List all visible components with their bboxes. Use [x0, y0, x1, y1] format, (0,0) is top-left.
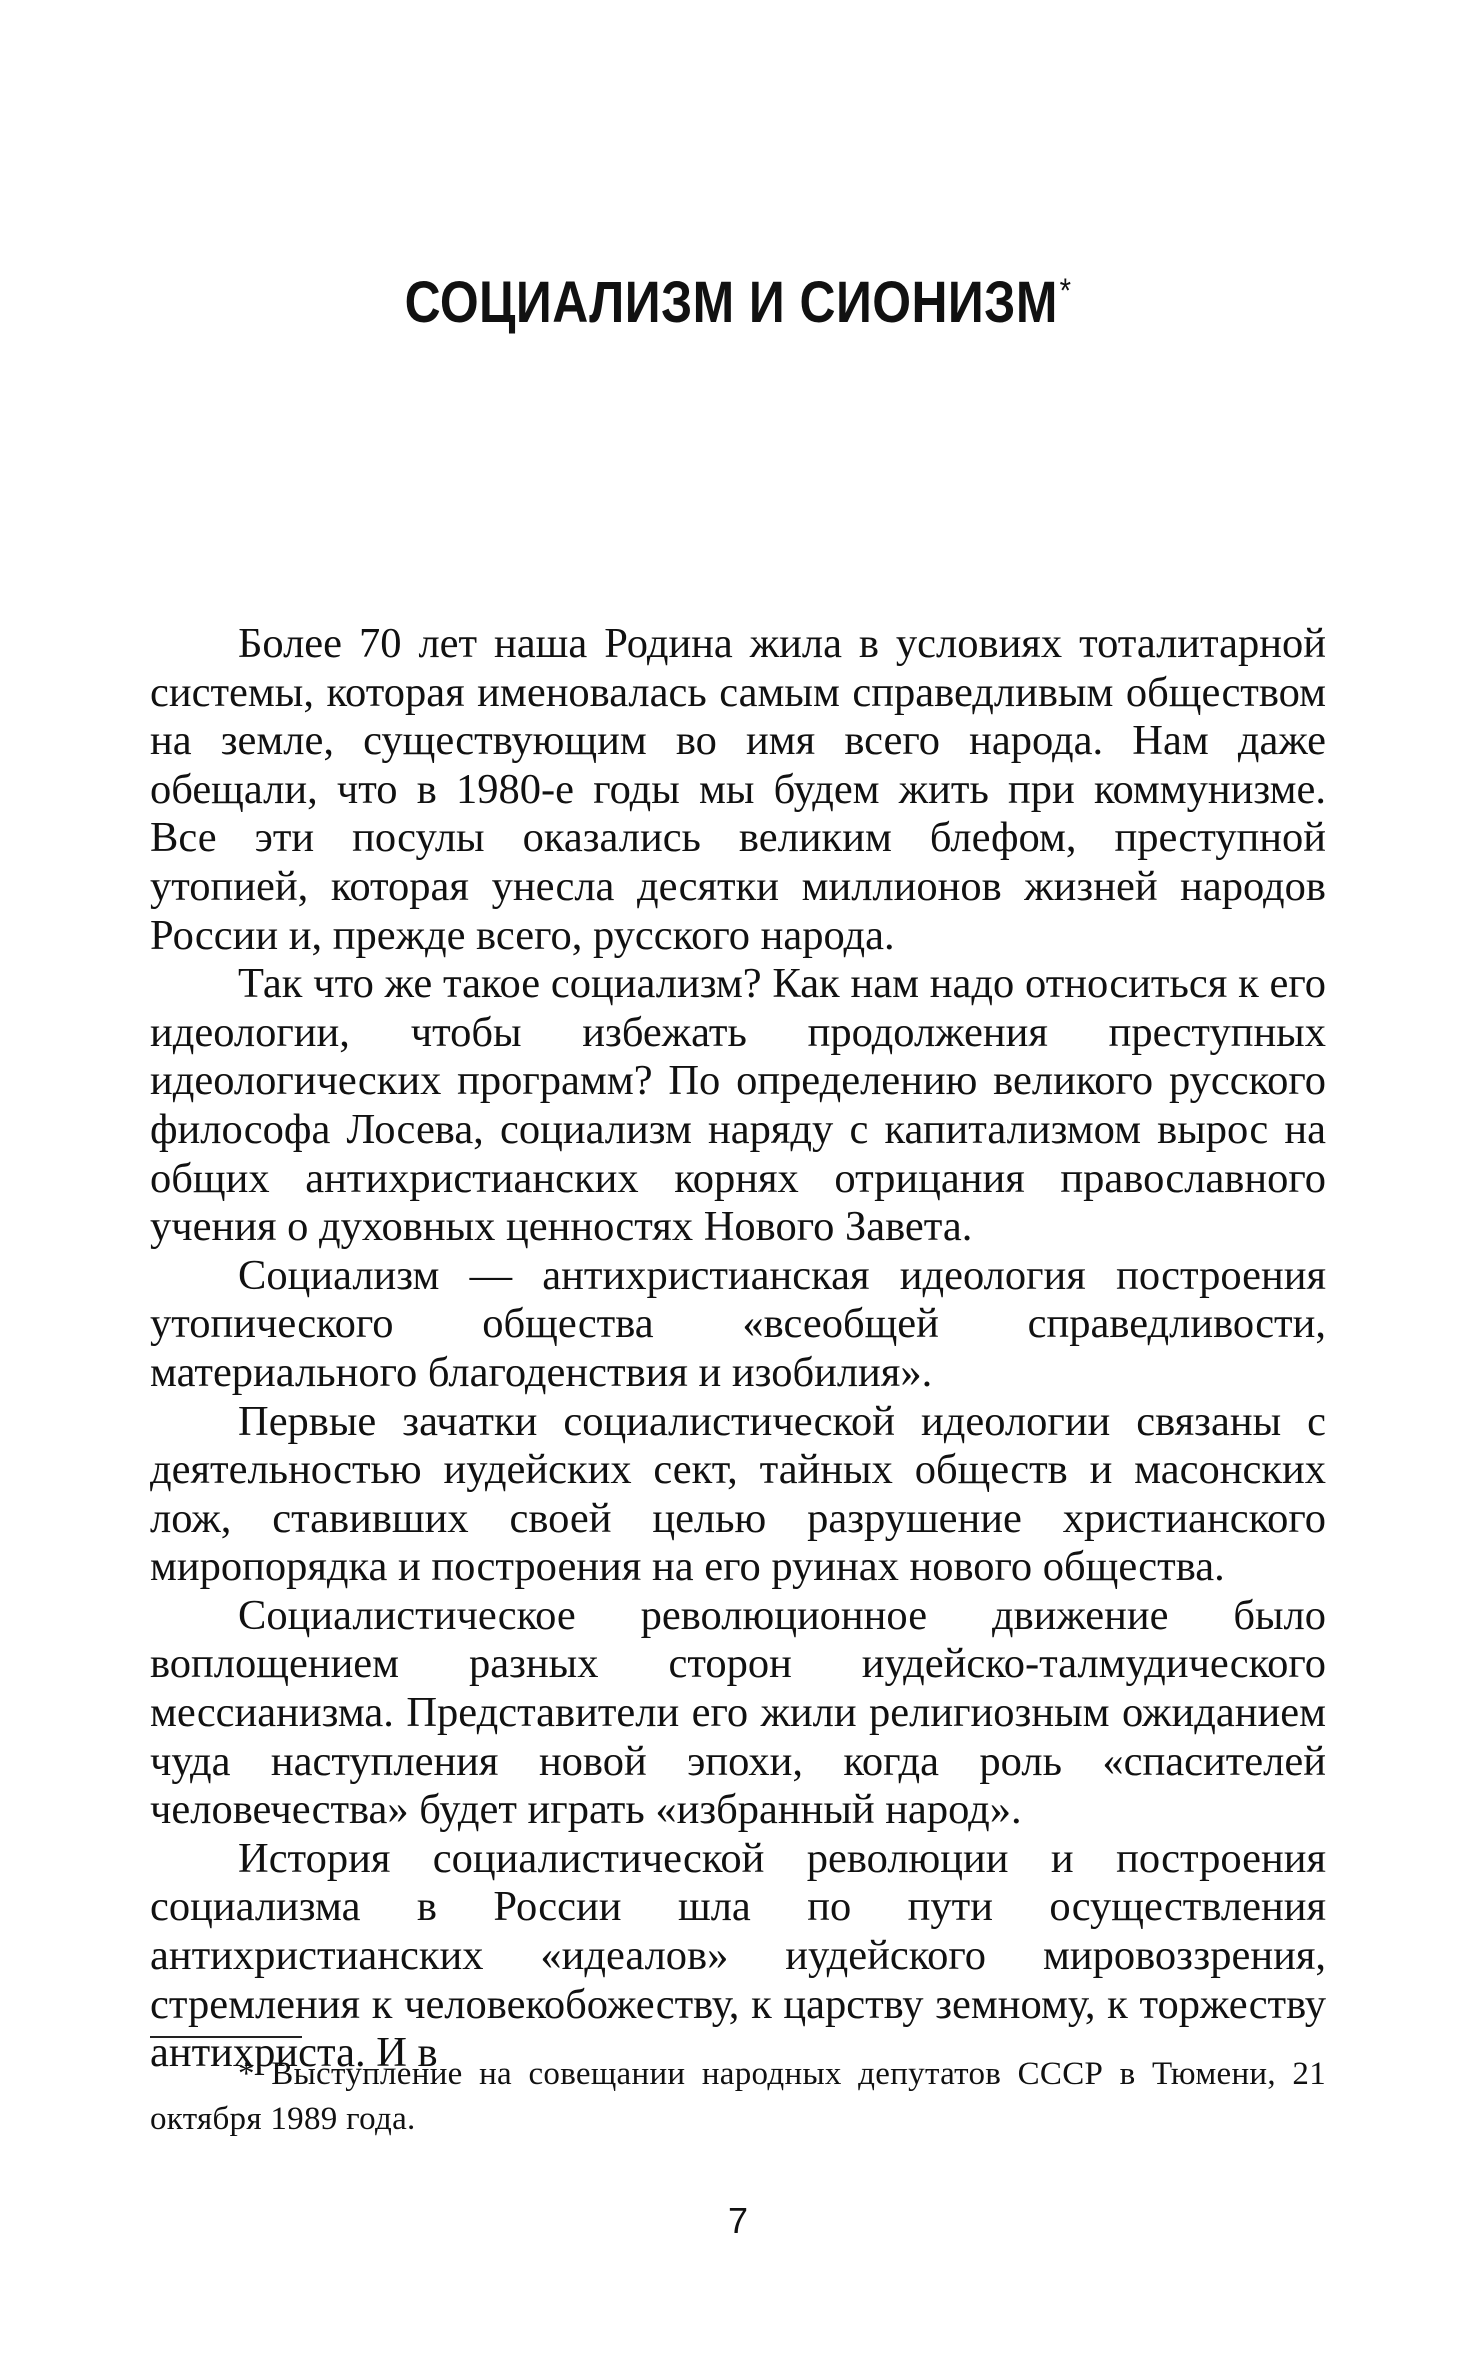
chapter-title-text: СОЦИАЛИЗМ И СИОНИЗМ: [404, 270, 1058, 335]
footnote: * Выступление на совещании народных депутатов СССР в Тюмени, 21 октября 1989 года.: [150, 2056, 1326, 2137]
footnote-divider: [150, 2036, 302, 2038]
chapter-title: [103, 268, 1372, 338]
paragraph: Так что же такое социализм? Как нам надо относиться к его идеологии, чтобы избежать продолжения преступных идеологических программ? По определению великого русского философа Лосева, социализм наряду с капитализмом вырос на общих антихристианских корнях отрицания православного учения о духовных ценностях Нового Завета.: [150, 960, 1326, 1251]
body-text: [150, 620, 1326, 2078]
paragraph: История социалистической революции и построения социализма в России шла по пути осуществления антихристианских «идеалов» иудейского мировоззрения, стремления к человекобожеству, к царству земному, к торжеству антихриста. И в: [150, 1834, 1326, 2077]
footnote-marker: *: [1059, 271, 1072, 310]
paragraph: Более 70 лет наша Родина жила в условиях тоталитарной системы, которая именовалась самым справедливым обществом на земле, существующим во имя всего народа. Нам даже обещали, что в 1980-е годы мы будем жить при коммунизме. Все эти посулы оказались великим блефом, преступной утопией, которая унесла десятки миллионов жизней народов России и, прежде всего, русского народа.: [150, 620, 1326, 959]
page-number: 7: [727, 2200, 749, 2241]
paragraph: Социалистическое революционное движение было воплощением разных сторон иудейско-талмудического мессианизма. Представители его жили религиозным ожиданием чуда наступления новой эпохи, когда роль «спасителей человечества» будет играть «избранный народ».: [150, 1591, 1326, 1834]
paragraph: Социализм — антихристианская идеология построения утопического общества «всеобщей справедливости, материального благоденствия и изобилия».: [150, 1251, 1326, 1396]
paragraph: Первые зачатки социалистической идеологии связаны с деятельностью иудейских сект, тайных обществ и масонских лож, ставивших своей целью разрушение христианского миропорядка и построения на его руинах нового общества.: [150, 1397, 1326, 1591]
